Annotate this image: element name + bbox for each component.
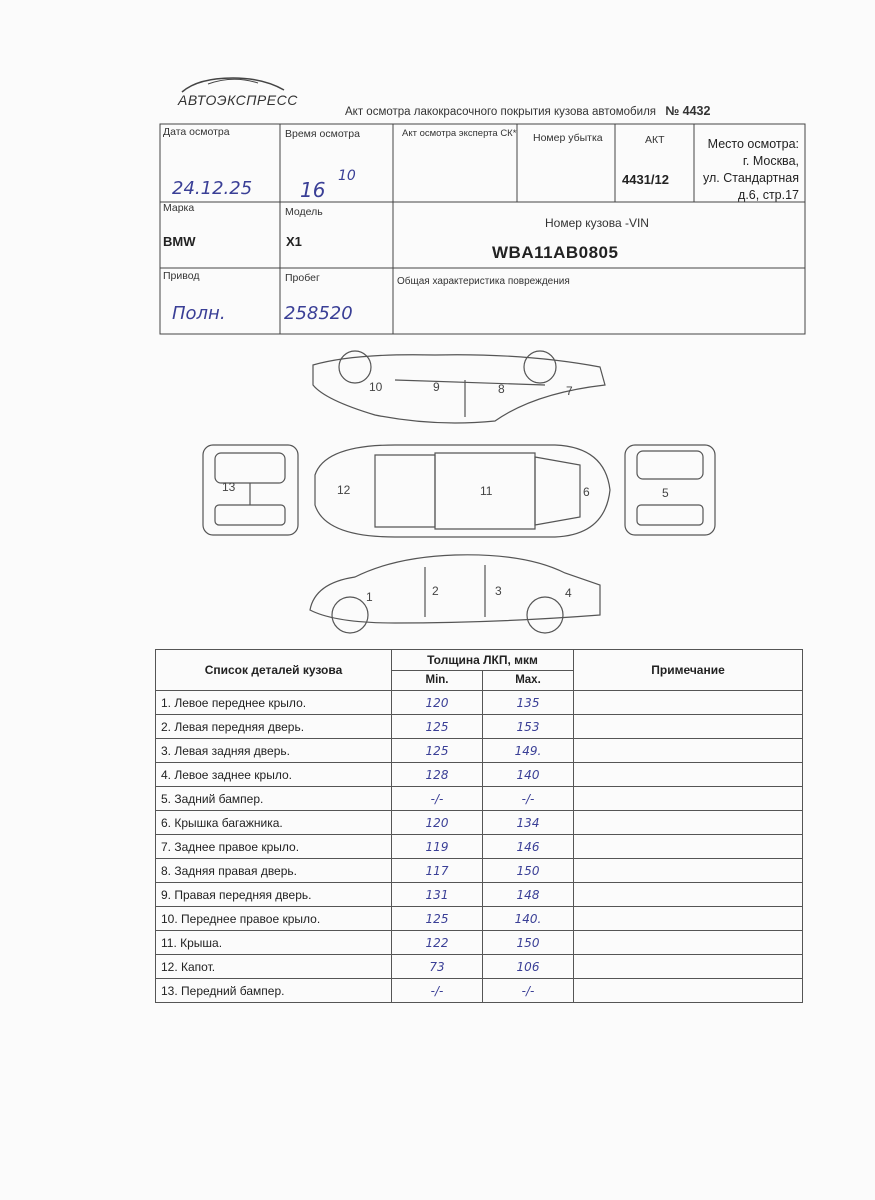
max-value: 149. [483,739,574,763]
car-left-side-view [310,555,600,633]
max-value: 134 [483,811,574,835]
table-row [156,787,803,811]
model-value: X1 [286,234,302,249]
note-cell [574,739,803,763]
zone-10: 10 [369,380,383,394]
min-value: 73 [392,955,483,979]
table-row [156,715,803,739]
act-value: 4431/12 [622,172,669,187]
zone-1: 1 [366,590,373,604]
part-name: 1. Левое переднее крыло. [156,691,392,715]
part-name: 11. Крыша. [156,931,392,955]
part-name: 7. Заднее правое крыло. [156,835,392,859]
part-name: 10. Переднее правое крыло. [156,907,392,931]
max-value: 140 [483,763,574,787]
min-value: 131 [392,883,483,907]
part-name: 4. Левое заднее крыло. [156,763,392,787]
max-value: 135 [483,691,574,715]
part-name: 5. Задний бампер. [156,787,392,811]
note-cell [574,931,803,955]
col-max-header: Max. [483,670,574,691]
parts-thickness-table [155,649,803,1003]
note-cell [574,955,803,979]
table-row [156,763,803,787]
drive-value: Полн. [172,303,226,324]
zone-6: 6 [583,485,590,499]
zone-12: 12 [337,483,351,497]
car-front-view [203,445,298,535]
note-cell [574,907,803,931]
zone-9: 9 [433,380,440,394]
vin-value: WBA11AB0805 [492,243,619,262]
min-value: -/- [392,787,483,811]
max-value: -/- [483,979,574,1003]
table-row [156,835,803,859]
make-value: BMW [163,234,196,249]
part-name: 8. Задняя правая дверь. [156,859,392,883]
table-header-row [156,650,803,671]
time-hour: 16 [300,178,326,202]
table-row [156,955,803,979]
min-value: -/- [392,979,483,1003]
zone-7: 7 [566,384,573,398]
note-cell [574,979,803,1003]
time-label: Время осмотра [285,128,360,140]
car-top-view [315,445,610,537]
time-minutes: 10 [338,168,356,184]
max-value: 106 [483,955,574,979]
car-diagram [195,345,725,645]
title-text: Акт осмотра лакокрасочного покрытия кузова автомобиля [345,106,657,118]
loss-number-label: Номер убытка [533,132,603,144]
min-value: 120 [392,811,483,835]
damage-label: Общая характеристика повреждения [397,276,570,287]
car-rear-view [625,445,715,535]
car-right-side-view [313,351,605,423]
part-name: 9. Правая передняя дверь. [156,883,392,907]
note-cell [574,835,803,859]
note-cell [574,787,803,811]
place-street: ул. Стандартная [703,171,799,185]
part-name: 3. Левая задняя дверь. [156,739,392,763]
model-label: Модель [285,206,323,218]
note-cell [574,763,803,787]
table-row [156,811,803,835]
col-min-header: Min. [392,670,483,691]
act-label: АКТ [645,134,665,146]
table-row [156,739,803,763]
table-row [156,979,803,1003]
note-cell [574,883,803,907]
max-value: -/- [483,787,574,811]
mileage-value: 258520 [284,303,353,324]
col-note-header: Примечание [574,650,803,691]
place-city: г. Москва, [742,154,799,168]
part-name: 2. Левая передняя дверь. [156,715,392,739]
zone-5: 5 [662,486,669,500]
col-parts-header: Список деталей кузова [156,650,392,691]
zone-2: 2 [432,584,439,598]
note-cell [574,691,803,715]
col-thickness-header: Толщина ЛКП, мкм [392,650,574,671]
table-row [156,691,803,715]
place-building: д.6, стр.17 [738,188,799,202]
max-value: 150 [483,931,574,955]
place-label: Место осмотра: [707,137,799,151]
part-name: 6. Крышка багажника. [156,811,392,835]
min-value: 119 [392,835,483,859]
zone-8: 8 [498,382,505,396]
min-value: 122 [392,931,483,955]
max-value: 153 [483,715,574,739]
logo-text: АВТОЭКСПРЕСС [178,92,298,108]
zone-13: 13 [222,480,236,494]
vin-label: Номер кузова -VIN [545,216,649,230]
part-name: 13. Передний бампер. [156,979,392,1003]
max-value: 140. [483,907,574,931]
zone-3: 3 [495,584,502,598]
place-block [689,136,799,204]
zone-4: 4 [565,586,572,600]
min-value: 117 [392,859,483,883]
part-name: 12. Капот. [156,955,392,979]
min-value: 120 [392,691,483,715]
table-row [156,859,803,883]
table-row [156,907,803,931]
date-label: Дата осмотра [163,126,230,138]
min-value: 128 [392,763,483,787]
min-value: 125 [392,907,483,931]
max-value: 148 [483,883,574,907]
table-row [156,931,803,955]
zone-11: 11 [480,484,493,498]
mileage-label: Пробег [285,272,320,284]
act-number: № 4432 [665,104,711,118]
expert-act-label: Акт осмотра эксперта СК* [402,128,517,139]
note-cell [574,859,803,883]
note-cell [574,811,803,835]
max-value: 150 [483,859,574,883]
date-value: 24.12.25 [172,178,253,199]
drive-label: Привод [163,270,200,282]
max-value: 146 [483,835,574,859]
note-cell [574,715,803,739]
min-value: 125 [392,715,483,739]
make-label: Марка [163,202,195,214]
min-value: 125 [392,739,483,763]
table-row [156,883,803,907]
